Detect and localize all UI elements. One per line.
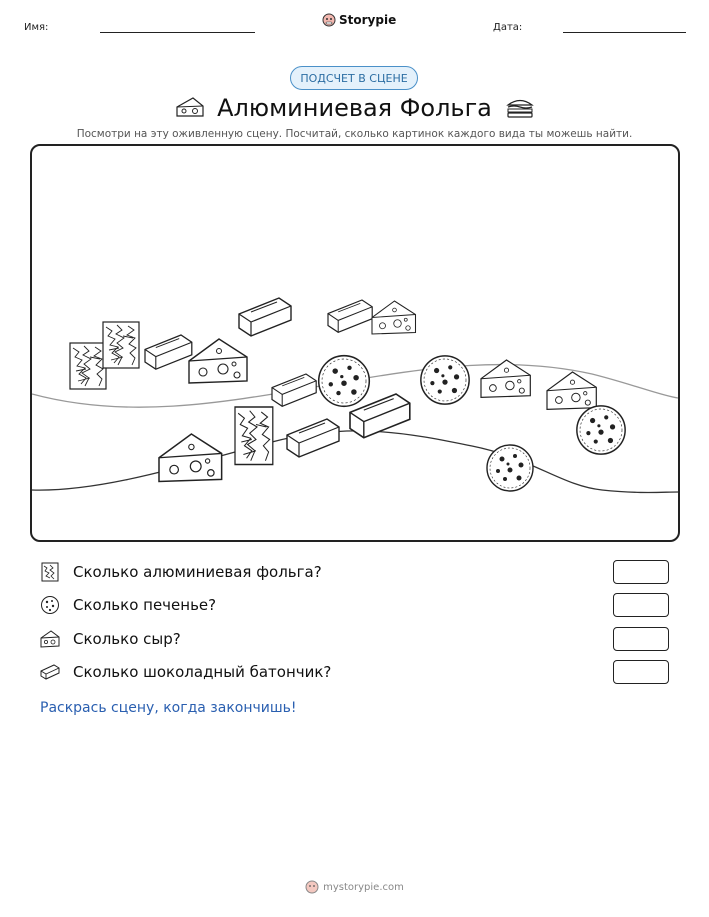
chocolate-bar-item — [239, 298, 291, 336]
chocolate-bar-item — [145, 335, 192, 369]
question-chocolate-bar — [40, 660, 670, 686]
cheese-item — [372, 301, 416, 334]
foil-icon — [40, 562, 60, 582]
storypie-logo — [322, 13, 396, 27]
cookie-item — [487, 445, 533, 491]
name-field[interactable] — [100, 32, 255, 33]
sandwich-icon — [505, 95, 535, 119]
color-instruction: Раскрась сцену, когда закончишь! — [40, 700, 297, 716]
cookie-icon — [40, 595, 60, 615]
question-cheese — [40, 627, 670, 653]
cheese-item — [189, 339, 247, 383]
chocolate-bar-icon — [40, 662, 60, 682]
foil-item — [103, 322, 139, 368]
question-text: Сколько алюминиевая фольга? — [73, 563, 322, 581]
answer-box-chocolate-bar[interactable] — [613, 660, 669, 684]
cookie-item — [319, 356, 370, 407]
cheese-item — [159, 434, 222, 482]
answer-box-cheese[interactable] — [613, 627, 669, 651]
chocolate-bar-item — [272, 374, 316, 406]
cookie-item — [421, 356, 469, 404]
brand-name: Storypie — [339, 13, 397, 27]
storypie-mascot-icon — [322, 13, 336, 27]
storypie-mascot-icon — [305, 880, 319, 894]
name-label: Имя: — [24, 22, 49, 33]
footer — [0, 880, 709, 894]
cookie-item — [577, 406, 625, 454]
question-foil — [40, 560, 670, 586]
date-field[interactable] — [563, 32, 686, 33]
answer-box-foil[interactable] — [613, 560, 669, 584]
cheese-icon — [40, 629, 60, 649]
instructions: Посмотри на эту оживленную сцену. Посчитай, сколько картинок каждого вида ты можешь найти. — [76, 128, 633, 140]
question-text: Сколько шоколадный батончик? — [73, 663, 332, 681]
foil-item — [235, 407, 273, 465]
chocolate-bar-item — [328, 300, 372, 332]
question-cookie — [40, 593, 670, 619]
footer-url[interactable]: mystorypie.com — [323, 881, 404, 893]
page-title: Алюминиевая Фольга — [217, 94, 492, 122]
activity-badge: ПОДСЧЕТ В СЦЕНЕ — [290, 66, 418, 90]
answer-box-cookie[interactable] — [613, 593, 669, 617]
question-text: Сколько сыр? — [73, 630, 181, 648]
foil-item — [70, 343, 106, 389]
date-label: Дата: — [493, 22, 523, 33]
question-text: Сколько печенье? — [73, 596, 217, 614]
chocolate-bar-item — [287, 419, 339, 457]
counting-scene — [30, 144, 680, 542]
cheese-item — [547, 372, 596, 409]
